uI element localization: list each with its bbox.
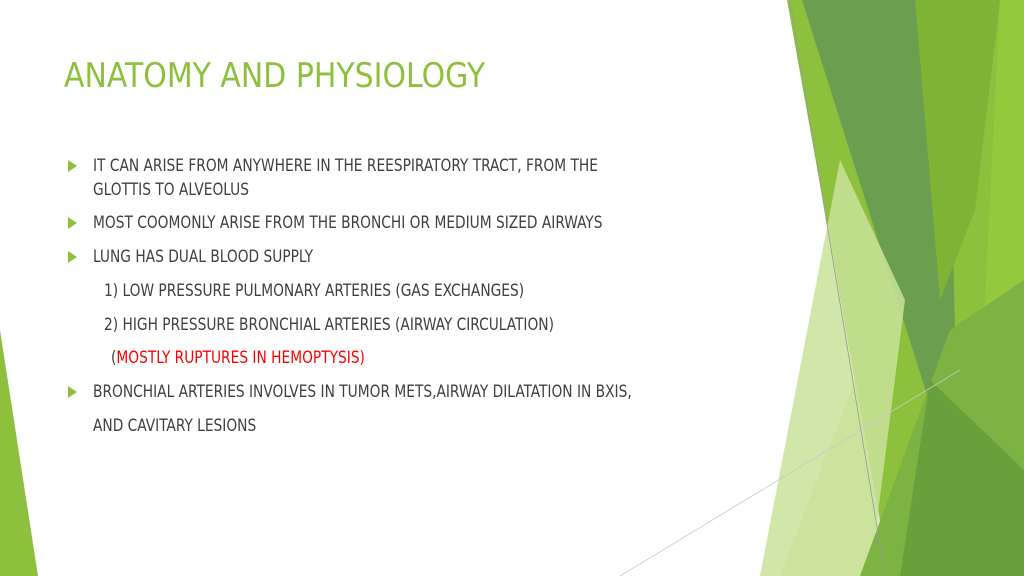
paren-open: ( [111,348,117,368]
list-item-text: LUNG HAS DUAL BLOOD SUPPLY [93,247,313,267]
list-item-text: MOST COOMONLY ARISE FROM THE BRONCHI OR MEDIUM SIZED AIRWAYS [93,213,603,233]
slide-title: ANATOMY AND PHYSIOLOGY [64,56,486,96]
left-green-sliver [0,330,38,576]
sub-item-text: 2) HIGH PRESSURE BRONCHIAL ARTERIES (AIRWAY CIRCULATION) [104,315,554,335]
list-item-text-continued: AND CAVITARY LESIONS [93,416,257,436]
list-item-text-continued: GLOTTIS TO ALVEOLUS [93,180,250,200]
list-item-text: BRONCHIAL ARTERIES INVOLVES IN TUMOR METS,AIRWAY DILATATION IN BXIS, [93,382,632,402]
bullet-icon [68,160,77,172]
bullet-icon [68,217,77,229]
bullet-icon [68,251,77,263]
highlight-text: MOSTLY RUPTURES IN HEMOPTYSIS) [116,348,365,368]
sub-item-text: 1) LOW PRESSURE PULMONARY ARTERIES (GAS EXCHANGES) [104,281,525,301]
bullet-icon [68,386,77,398]
highlight-note [111,348,365,368]
list-item-text: IT CAN ARISE FROM ANYWHERE IN THE REESPIRATORY TRACT, FROM THE [93,156,598,176]
